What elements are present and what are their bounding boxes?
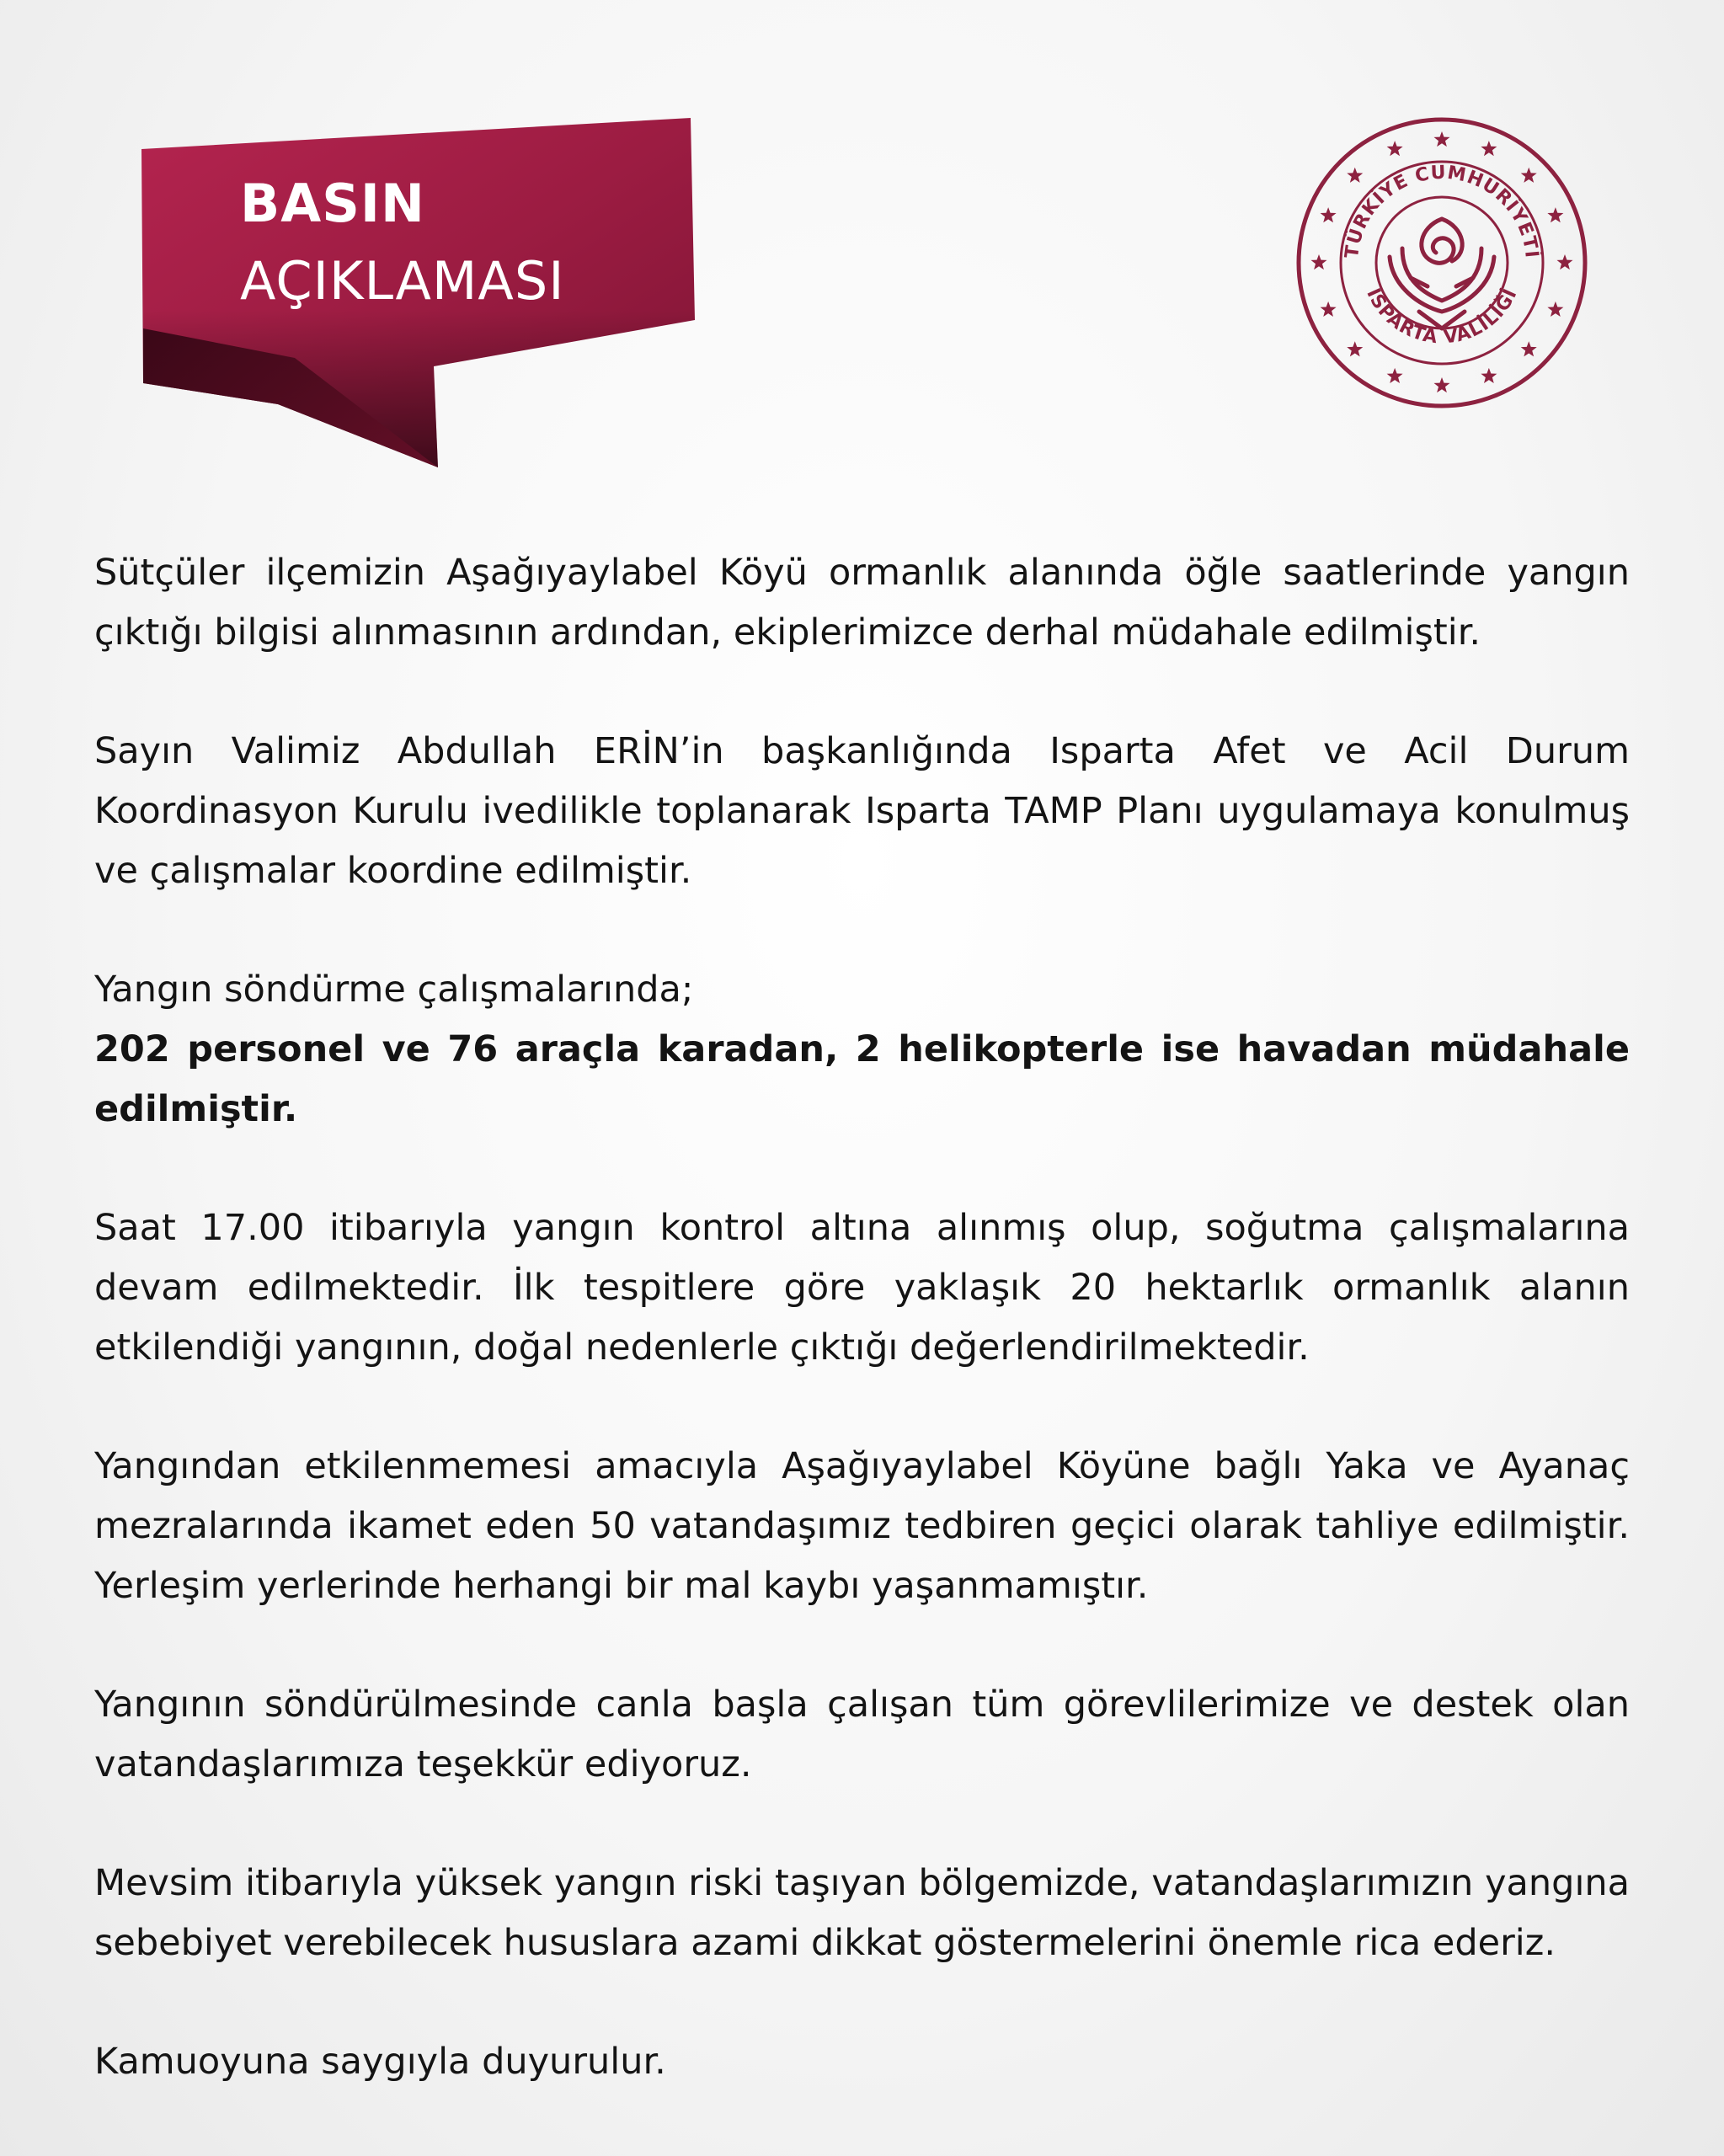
seal-star-icon — [1547, 302, 1563, 317]
paragraph-9: Kamuoyuna saygıyla duyurulur. — [94, 2041, 666, 2083]
paragraph-8: Mevsim itibarıyla yüksek yangın riski taşıyan bölgemizde, vatandaşlarımızın yangına sebebiyet verebilecek hususlara azami dikkat göstermelerini önemle rica ederiz. — [94, 1862, 1630, 1964]
seal-star-icon — [1547, 207, 1563, 222]
seal-star-icon — [1433, 377, 1449, 392]
seal-star-icon — [1321, 302, 1337, 317]
seal-bottom-text: ISPARTA VALİLİĞİ — [1362, 285, 1522, 349]
seal-star-icon — [1481, 141, 1497, 156]
seal-star-icon — [1347, 168, 1363, 183]
paragraph-6: Yangından etkilenmemesi amacıyla Aşağıyaylabel Köyüne bağlı Yaka ve Ayanaç mezralarında ikamet eden 50 vatandaşımız tedbiren geçici olarak tahliye edilmiştir. Yerleşim yerlerinde herhangi bir mal kaybı yaşanmamıştır. — [94, 1445, 1630, 1607]
banner-title-line1: BASIN — [240, 173, 425, 234]
svg-text:ISPARTA VALİLİĞİ — [1362, 285, 1522, 348]
paragraph-7: Yangının söndürülmesinde canla başla çalışan tüm görevlilerimize ve destek olan vatandaşlarımıza teşekkür ediyoruz. — [94, 1684, 1630, 1785]
paragraph-3: Yangın söndürme çalışmalarında; — [94, 969, 694, 1011]
seal-star-icon — [1347, 341, 1363, 356]
seal-star-icon — [1433, 131, 1449, 147]
paragraph-1: Sütçüler ilçemizin Aşağıyaylabel Köyü ormanlık alanında öğle saatlerinde yangın çıktığı bilgisi alınmasının ardından, ekiplerimizce derhal müdahale edilmiştir. — [94, 552, 1630, 654]
press-release-body — [94, 543, 1630, 2151]
seal-star-icon — [1310, 254, 1326, 270]
seal-star-icon — [1521, 341, 1537, 356]
paragraph-4-bold: 202 personel ve 76 araçla karadan, 2 helikopterle ise havadan müdahale edilmiştir. — [94, 1028, 1630, 1130]
seal-emblem — [1293, 114, 1592, 413]
seal-star-icon — [1387, 368, 1403, 383]
paragraph-2: Sayın Valimiz Abdullah ERİN’in başkanlığında Isparta Afet ve Acil Durum Koordinasyon Kurulu ivedilikle toplanarak Isparta TAMP Planı uygulamaya konulmuş ve çalışmalar koordine edilmiştir. — [94, 730, 1630, 892]
press-release-banner — [135, 114, 707, 476]
isparta-governorship-seal — [1293, 114, 1592, 413]
seal-star-icon — [1521, 168, 1537, 183]
banner-title-line2: AÇIKLAMASI — [240, 250, 565, 312]
seal-star-icon — [1321, 207, 1337, 222]
seal-star-icon — [1387, 141, 1403, 156]
paragraph-5: Saat 17.00 itibarıyla yangın kontrol altına alınmış olup, soğutma çalışmalarına devam edilmektedir. İlk tespitlere göre yaklaşık 20 hektarlık ormanlık alanın etkilendiği yangının, doğal nedenlerle çıktığı değerlendirilmektedir. — [94, 1207, 1630, 1369]
svg-text:TÜRKİYE CUMHURİYETİ — [1342, 163, 1543, 259]
seal-star-icon — [1481, 368, 1497, 383]
seal-center-motif — [1390, 219, 1494, 328]
seal-star-icon — [1556, 254, 1572, 270]
seal-top-text: TÜRKİYE CUMHURİYETİ — [1341, 162, 1542, 260]
